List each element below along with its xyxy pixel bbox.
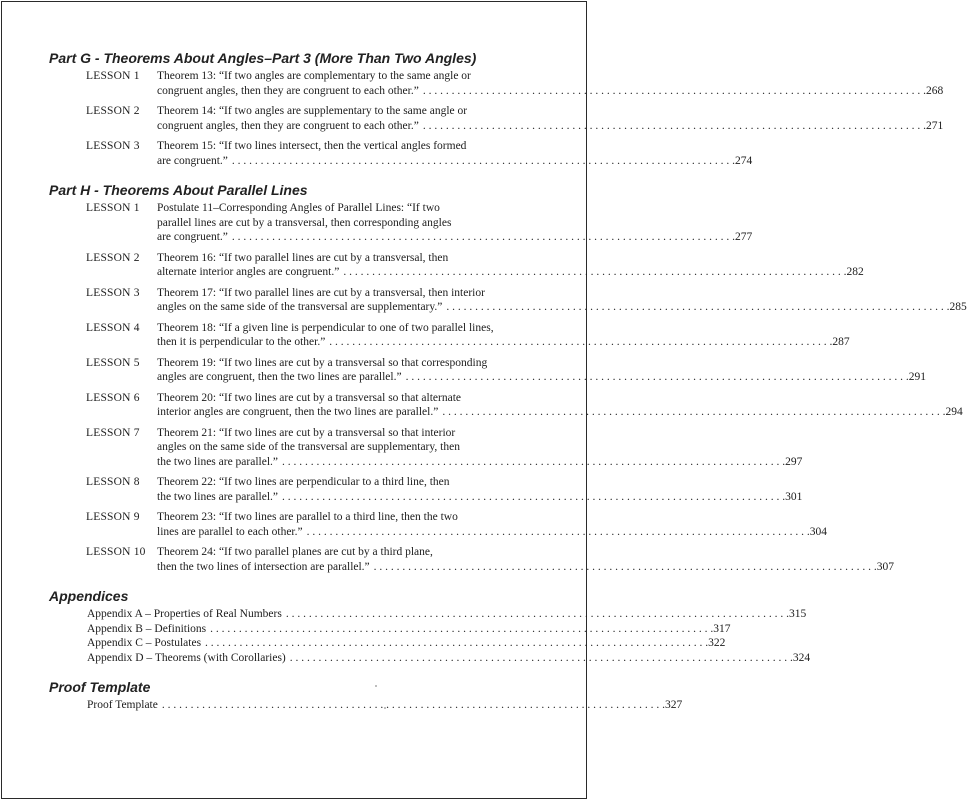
dot-leader	[419, 119, 926, 134]
lesson-label: LESSON 3	[86, 286, 140, 299]
page-number: 297	[785, 455, 803, 468]
entry-line: Theorem 17: “If two parallel lines are cut by a transversal, then interior	[157, 286, 485, 299]
toc-entry[interactable]	[86, 391, 963, 420]
table-of-contents	[49, 50, 967, 713]
entry-line: angles on the same side of the transversal are supplementary, then	[157, 441, 460, 453]
entry-line-last	[157, 154, 752, 169]
lesson-label: LESSON 5	[86, 356, 140, 369]
dot-leader	[278, 490, 785, 505]
toc-entry[interactable]	[87, 698, 683, 713]
dot-leader	[228, 230, 735, 245]
page-number: 285	[949, 301, 967, 313]
toc-entry[interactable]	[86, 545, 895, 574]
lesson-list	[86, 201, 967, 574]
page-number: 327	[664, 699, 683, 711]
section-title: Appendices	[49, 588, 129, 604]
section-appendices	[49, 588, 811, 665]
page-number: 277	[735, 231, 753, 243]
dot-leader	[339, 265, 846, 280]
lesson-body	[157, 356, 926, 385]
entry-text: Appendix B – Definitions	[87, 622, 207, 635]
entry-text: Appendix A – Properties of Real Numbers	[87, 608, 282, 620]
entry-line: parallel lines are cut by a transversal, then corresponding angles	[157, 216, 452, 229]
entry-text: then it is perpendicular to the other.”	[157, 336, 326, 348]
entry-line: Theorem 23: “If two lines are parallel to a third line, then the two	[157, 511, 458, 523]
entry-line: Theorem 18: “If a given line is perpendicular to one of two parallel lines,	[157, 321, 494, 334]
paper-speck	[375, 685, 377, 687]
dot-leader	[303, 525, 810, 540]
entry-text: the two lines are parallel.”	[157, 455, 279, 468]
dot-leader	[206, 622, 713, 637]
toc-entry[interactable]	[86, 286, 967, 315]
entry-line-last	[157, 119, 943, 134]
entry-text: Appendix C – Postulates	[87, 637, 202, 649]
entry-line-last	[157, 525, 827, 540]
toc-entry[interactable]	[87, 607, 807, 622]
toc-entry[interactable]	[86, 104, 944, 133]
lesson-label: LESSON 2	[86, 251, 140, 264]
appendix-list	[87, 607, 811, 665]
section-proof-template	[49, 679, 683, 713]
proof-list	[87, 698, 683, 713]
entry-line: Theorem 13: “If two angles are complementary to the same angle or	[157, 70, 471, 82]
lesson-body	[157, 391, 963, 420]
toc-entry[interactable]	[86, 356, 926, 385]
dot-leader	[282, 607, 789, 622]
lesson-body	[157, 321, 850, 350]
entry-text: are congruent.”	[157, 154, 228, 167]
page-number: 268	[925, 84, 944, 97]
page-number: 271	[925, 119, 944, 132]
page-number: 294	[945, 406, 963, 418]
dot-leader	[286, 651, 793, 666]
entry-line: Theorem 20: “If two lines are cut by a transversal so that alternate	[157, 391, 461, 404]
toc-entry[interactable]	[87, 636, 726, 651]
paper-speck	[384, 707, 386, 709]
lesson-label: LESSON 2	[86, 105, 140, 117]
entry-line: Theorem 22: “If two lines are perpendicular to a third line, then	[157, 476, 450, 488]
page-number: 282	[846, 266, 864, 278]
entry-line-last	[157, 335, 850, 350]
toc-entry[interactable]	[86, 475, 803, 504]
entry-line: Theorem 15: “If two lines intersect, then the vertical angles formed	[157, 140, 467, 152]
page-number: 317	[713, 622, 731, 635]
entry-text: congruent angles, then they are congruent to each other.”	[157, 84, 419, 97]
entry-text: Appendix D – Theorems (with Corollaries)	[87, 651, 286, 664]
lesson-label: LESSON 1	[86, 202, 140, 214]
dot-leader	[158, 698, 665, 713]
lesson-label: LESSON 3	[86, 140, 140, 152]
dot-leader	[278, 455, 785, 470]
lesson-list	[86, 69, 944, 168]
entry-line: Theorem 16: “If two parallel lines are cut by a transversal, then	[157, 251, 449, 264]
page-number: 304	[809, 525, 827, 538]
toc-entry[interactable]	[86, 201, 753, 245]
lesson-label: LESSON 4	[86, 321, 140, 334]
lesson-body	[157, 69, 943, 98]
entry-line: Theorem 14: “If two angles are supplementary to the same angle or	[157, 105, 468, 117]
entry-line-last	[157, 490, 802, 505]
entry-line-last	[157, 405, 963, 420]
page-number: 315	[788, 608, 807, 620]
section-part-h	[49, 182, 967, 574]
section-title: Proof Template	[49, 679, 151, 695]
entry-line-last	[157, 300, 967, 315]
lesson-body	[157, 139, 752, 168]
entry-text: then the two lines of intersection are parallel.”	[157, 560, 370, 573]
entry-text: interior angles are congruent, then the two lines are parallel.”	[157, 406, 439, 418]
section-title: Part H - Theorems About Parallel Lines	[49, 182, 308, 198]
entry-text: alternate interior angles are congruent.”	[157, 266, 340, 278]
lesson-body	[157, 426, 802, 470]
entry-line: Theorem 21: “If two lines are cut by a transversal so that interior	[157, 426, 456, 439]
dot-leader	[201, 636, 708, 651]
entry-line-last	[157, 230, 752, 245]
section-title: Part G - Theorems About Angles–Part 3 (More Than Two Angles)	[49, 50, 477, 66]
entry-line: Theorem 24: “If two parallel planes are cut by a third plane,	[157, 546, 433, 558]
document-page	[1, 1, 967, 799]
page-number: 322	[708, 637, 726, 649]
lesson-label: LESSON 8	[86, 476, 140, 488]
toc-entry[interactable]	[86, 139, 753, 168]
dot-leader	[228, 154, 735, 169]
page-number: 324	[792, 651, 811, 664]
entry-line-last	[157, 265, 864, 280]
toc-entry[interactable]	[86, 426, 803, 470]
lesson-label: LESSON 6	[86, 391, 140, 404]
toc-entry[interactable]	[86, 251, 864, 280]
toc-entry[interactable]	[86, 321, 850, 350]
lesson-label: LESSON 10	[86, 546, 146, 558]
toc-entry[interactable]	[86, 69, 944, 98]
dot-leader	[419, 84, 926, 99]
entry-line-last	[157, 455, 802, 470]
entry-line-last	[157, 560, 894, 575]
lesson-body	[157, 510, 827, 539]
lesson-body	[157, 201, 752, 245]
dot-leader	[442, 300, 949, 315]
toc-entry[interactable]	[87, 622, 731, 637]
section-part-g	[49, 50, 944, 168]
dot-leader	[402, 370, 909, 385]
lesson-body	[157, 475, 802, 504]
page-number: 301	[785, 490, 803, 503]
toc-entry[interactable]	[86, 510, 827, 539]
entry-line: Postulate 11–Corresponding Angles of Parallel Lines: “If two	[157, 202, 440, 214]
page-number: 291	[908, 371, 926, 383]
entry-text: Proof Template	[87, 699, 158, 711]
toc-entry[interactable]	[87, 651, 811, 666]
entry-line: Theorem 19: “If two lines are cut by a transversal so that corresponding	[157, 356, 488, 369]
entry-text: lines are parallel to each other.”	[157, 525, 303, 538]
dot-leader	[325, 335, 832, 350]
lesson-label: LESSON 1	[86, 70, 140, 82]
entry-text: angles are congruent, then the two lines are parallel.”	[157, 371, 402, 383]
dot-leader	[438, 405, 945, 420]
entry-text: congruent angles, then they are congruent to each other.”	[157, 119, 419, 132]
entry-text: angles on the same side of the transversal are supplementary.”	[157, 301, 443, 313]
lesson-body	[157, 251, 864, 280]
lesson-label: LESSON 7	[86, 426, 140, 439]
lesson-body	[157, 545, 894, 574]
page-number: 287	[832, 336, 850, 348]
lesson-body	[157, 286, 967, 315]
dot-leader	[370, 560, 877, 575]
entry-text: the two lines are parallel.”	[157, 490, 279, 503]
page-number: 307	[876, 560, 895, 573]
entry-line-last	[157, 84, 943, 99]
lesson-label: LESSON 9	[86, 511, 140, 523]
entry-text: are congruent.”	[157, 231, 228, 243]
entry-line-last	[157, 370, 926, 385]
lesson-body	[157, 104, 943, 133]
page-number: 274	[735, 154, 753, 167]
